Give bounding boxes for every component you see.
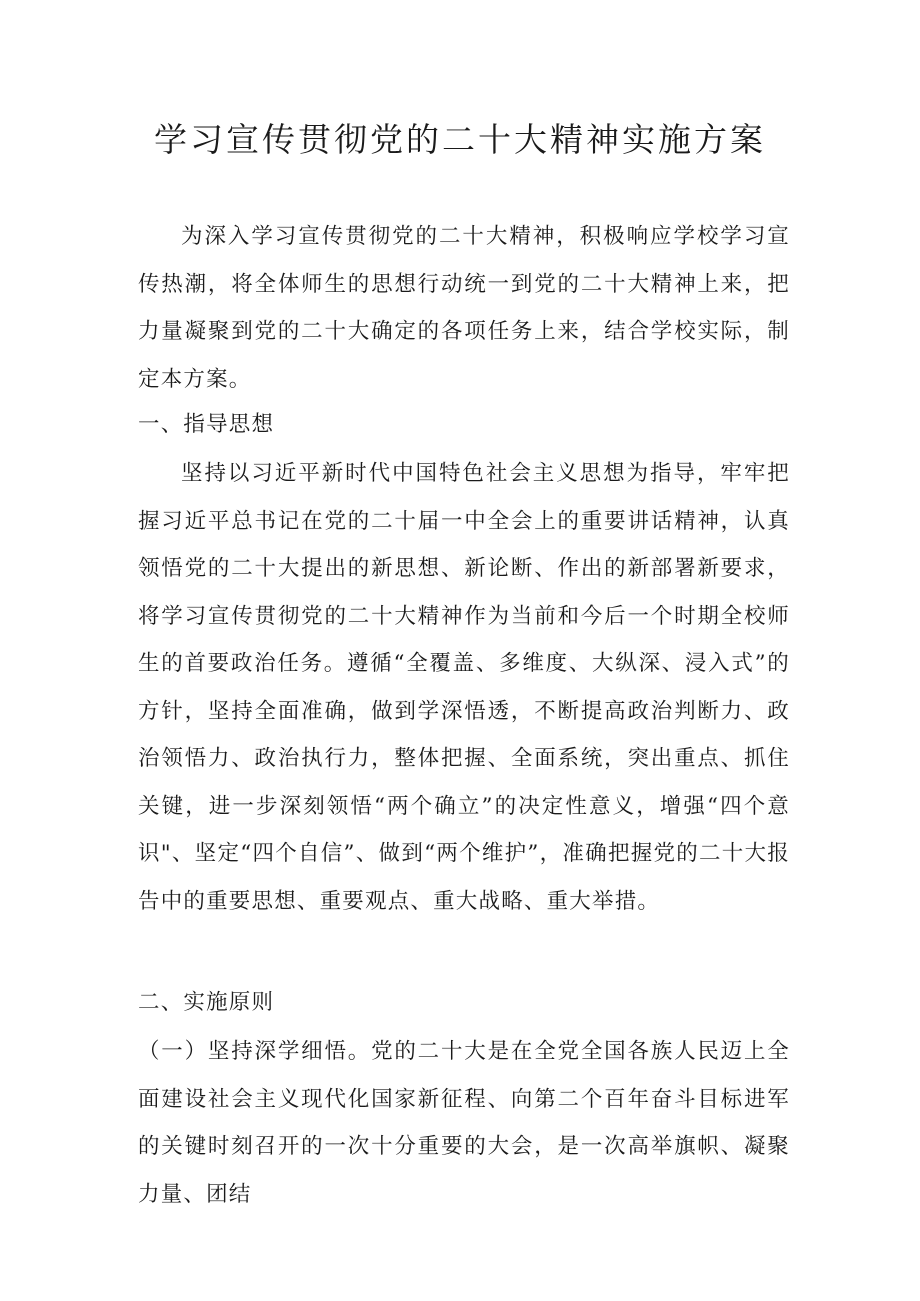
principles-paragraph: （一）坚持深学细悟。党的二十大是在全党全国各族人民迈上全面建设社会主义现代化国家新征程、向第二个百年奋斗目标进军的关键时刻召开的一次十分重要的大会，是一次高举旗帜、凝聚力量、团结: [138, 1039, 790, 1207]
document-title: 学习宣传贯彻党的二十大精神实施方案: [154, 120, 766, 159]
intro-paragraph: 为深入学习宣传贯彻党的二十大精神，积极响应学校学习宣传热潮，将全体师生的思想行动统一到党的二十大精神上来，把力量凝聚到党的二十大确定的各项任务上来，结合学校实际，制定本方案。: [138, 224, 790, 392]
section-heading-principles: 二、实施原则: [138, 990, 275, 1015]
section-heading-guiding-ideology: 一、指导思想: [138, 412, 275, 437]
guiding-ideology-paragraph: 坚持以习近平新时代中国特色社会主义思想为指导，牢牢把握习近平总书记在党的二十届一中全会上的重要讲话精神，认真领悟党的二十大提出的新思想、新论断、作出的新部署新要求，将学习宣传贯彻党的二十大精神作为当前和今后一个时期全校师生的首要政治任务。遵循“全覆盖、多维度、大纵深、浸入式”的方针，坚持全面准确，做到学深悟透，不断提高政治判断力、政治领悟力、政治执行力，整体把握、全面系统，突出重点、抓住关键，进一步深刻领悟“两个确立”的决定性意义，增强“四个意识"、坚定“四个自信”、做到“两个维护”，准确把握党的二十大报告中的重要思想、重要观点、重大战略、重大举措。: [138, 461, 790, 914]
